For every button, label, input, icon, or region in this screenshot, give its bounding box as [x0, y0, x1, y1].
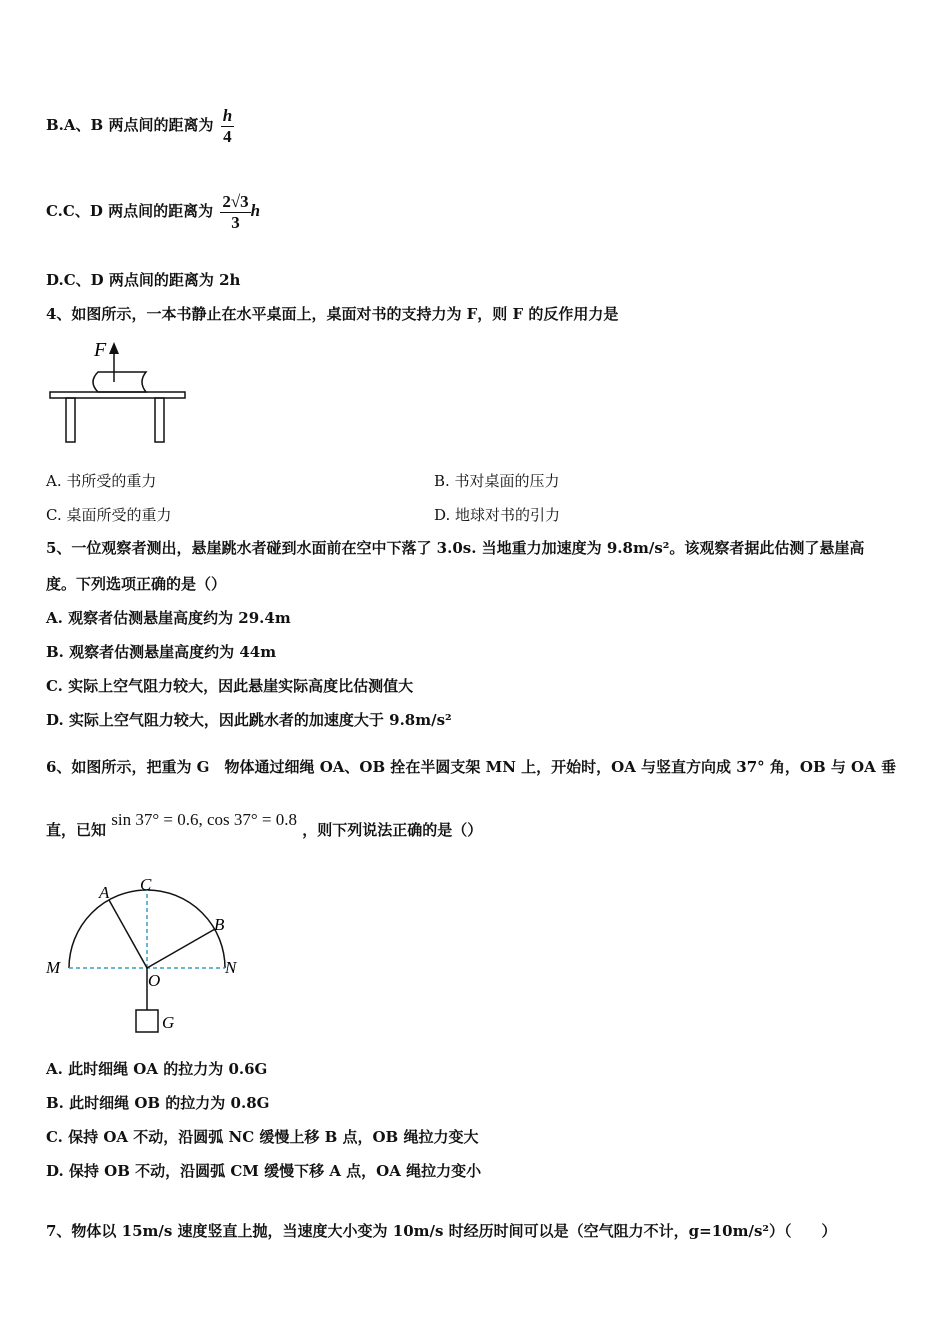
- label-a: A: [99, 883, 110, 902]
- fraction-denominator: 4: [223, 126, 232, 146]
- q5-stem-line1: 5、一位观察者测出，悬崖跳水者碰到水面前在空中下落了 3.0s. 当地重力加速度为 9.8m/s²。该观察者据此估测了悬崖高: [46, 539, 865, 557]
- q4-option-c: C. 桌面所受的重力: [46, 506, 172, 524]
- q5-option-a: A. 观察者估测悬崖高度约为 29.4m: [46, 609, 291, 627]
- q6-stem-line2: [46, 810, 483, 840]
- fraction-suffix: h: [250, 201, 261, 220]
- label-c: C: [140, 875, 152, 894]
- label-g: G: [162, 1013, 175, 1032]
- q3-option-b: [46, 100, 234, 150]
- option-label: D.: [46, 271, 64, 289]
- q4-option-d: D. 地球对书的引力: [434, 506, 561, 524]
- option-text: C、D 两点间的距离为: [62, 202, 214, 220]
- book-on-table-figure: [46, 336, 196, 446]
- fraction-h-over-4: [221, 106, 234, 147]
- q6-option-c: C. 保持 OA 不动，沿圆弧 NC 缓慢上移 B 点，OB 绳拉力变大: [46, 1128, 479, 1146]
- option-text: A、B 两点间的距离为: [63, 116, 214, 134]
- book-shape: [93, 372, 146, 392]
- semicircle-support-figure: [44, 872, 254, 1037]
- force-label-f: F: [94, 339, 107, 361]
- force-arrow-head: [109, 342, 119, 354]
- fraction-2root3-over-3: [220, 192, 250, 233]
- table-top: [50, 392, 185, 398]
- rope-ob: [147, 929, 215, 968]
- q4-option-a: A. 书所受的重力: [46, 472, 157, 490]
- q5-option-d: D. 实际上空气阻力较大，因此跳水者的加速度大于 9.8m/s²: [46, 711, 452, 729]
- q4-stem: 4、如图所示，一本书静止在水平桌面上，桌面对书的支持力为 F，则 F 的反作用力是: [46, 305, 619, 323]
- q5-option-c: C. 实际上空气阻力较大，因此悬崖实际高度比估测值大: [46, 677, 414, 695]
- table-leg-right: [155, 398, 164, 442]
- q3-option-d: [46, 270, 240, 290]
- table-leg-left: [66, 398, 75, 442]
- label-b: B: [214, 915, 225, 934]
- label-o: O: [148, 971, 161, 990]
- q5-option-b: B. 观察者估测悬崖高度约为 44m: [46, 643, 277, 661]
- q6-option-b: B. 此时细绳 OB 的拉力为 0.8G: [46, 1094, 270, 1112]
- q6-option-a: A. 此时细绳 OA 的拉力为 0.6G: [46, 1060, 268, 1078]
- q6-stem-line1: 6、如图所示，把重为 G 物体通过细绳 OA、OB 拴在半圆支架 MN 上，开始时，OA 与竖直方向成 37° 角，OB 与 OA 垂: [46, 758, 896, 776]
- fraction-numerator: h: [222, 105, 233, 125]
- q6-option-d: D. 保持 OB 不动，沿圆弧 CM 缓慢下移 A 点，OA 绳拉力变小: [46, 1162, 482, 1180]
- q3-option-c: [46, 186, 260, 236]
- option-label: C.: [46, 202, 63, 220]
- option-text: C、D 两点间的距离为 2h: [63, 271, 241, 289]
- fraction-numerator: 2√3: [222, 191, 249, 211]
- q4-option-b: B. 书对桌面的压力: [434, 472, 560, 490]
- trig-values: sin 37° = 0.6, cos 37° = 0.8: [111, 810, 298, 829]
- q5-stem-line2: 度。下列选项正确的是（）: [46, 575, 227, 593]
- fraction-denominator: 3: [231, 212, 240, 232]
- stem-prefix: 直，已知: [46, 821, 107, 839]
- q7-stem: 7、物体以 15m/s 速度竖直上抛，当速度大小变为 10m/s 时经历时间可以是（空气阻力不计，g=10m/s²）（ ）: [46, 1222, 837, 1240]
- stem-suffix: ，则下列说法正确的是（）: [302, 821, 483, 839]
- weight-block: [136, 1010, 158, 1032]
- label-m: M: [46, 958, 61, 977]
- rope-oa: [109, 900, 147, 968]
- option-label: B.: [46, 116, 64, 134]
- label-n: N: [225, 958, 237, 977]
